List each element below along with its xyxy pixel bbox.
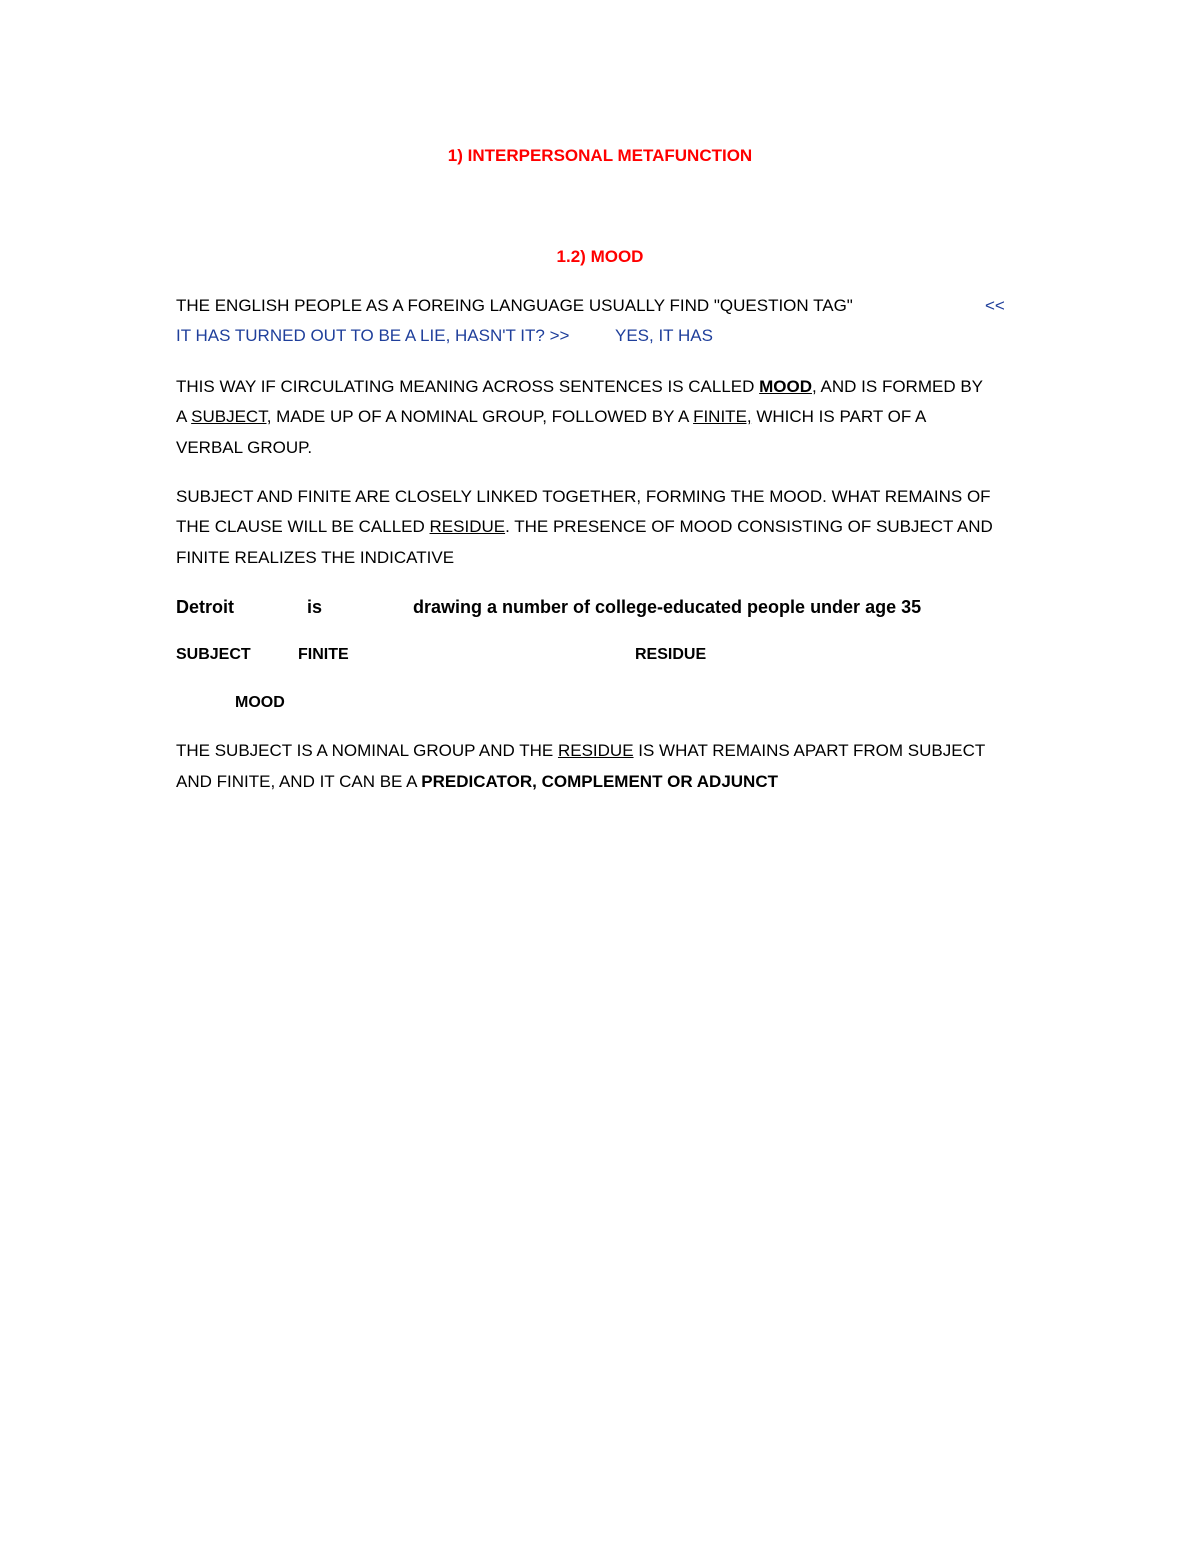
label-subject: SUBJECT (176, 646, 251, 663)
residue-term: RESIDUE (429, 517, 506, 536)
label-mood: MOOD (235, 694, 285, 711)
example-subject: Detroit (176, 597, 234, 617)
text-segment: FINITE REALIZES THE INDICATIVE (176, 548, 455, 567)
paragraph-mood-line-3 (176, 437, 312, 459)
text-segment: AND FINITE, AND IT CAN BE A (176, 772, 422, 791)
subject-term: SUBJECT, (191, 407, 272, 426)
text-segment: SUBJECT AND FINITE ARE CLOSELY LINKED TOGETHER, FORMING THE MOOD. WHAT REMAINS OF (176, 487, 991, 506)
question-tag-text: THE ENGLISH PEOPLE AS A FOREING LANGUAGE USUALLY FIND "QUESTION TAG" (176, 296, 853, 315)
paragraph-final-line-2 (176, 771, 778, 793)
paragraph-final-line-1 (176, 740, 985, 762)
paragraph-residue-line-2 (176, 516, 993, 538)
label-residue: RESIDUE (635, 646, 707, 663)
text-segment: IS WHAT REMAINS APART FROM SUBJECT (633, 741, 986, 760)
text-segment: . THE PRESENCE OF MOOD CONSISTING OF SUBJECT AND (505, 517, 993, 536)
text-segment: THE SUBJECT IS A NOMINAL GROUP AND THE (176, 741, 558, 760)
finite-term: FINITE, (693, 407, 752, 426)
text-segment: THIS WAY IF CIRCULATING MEANING ACROSS SENTENCES IS CALLED (176, 377, 760, 396)
paragraph-residue-line-1 (176, 486, 991, 508)
paragraph-mood-line-1 (176, 376, 983, 398)
heading-mood: 1.2) MOOD (556, 247, 644, 266)
heading-interpersonal-metafunction: 1) INTERPERSONAL METAFUNCTION (447, 146, 753, 165)
label-finite: FINITE (298, 646, 349, 663)
example-answer: YES, IT HAS (615, 326, 713, 345)
text-segment: MADE UP OF A NOMINAL GROUP, FOLLOWED BY A (271, 407, 694, 426)
question-tag-example (176, 325, 569, 347)
paragraph-question-tag (176, 295, 853, 317)
example-sentence: IT HAS TURNED OUT TO BE A LIE, HASN'T IT? >> (176, 326, 570, 345)
paragraph-residue-line-3 (176, 547, 454, 569)
residue-term-2: RESIDUE (557, 741, 634, 760)
text-segment: WHICH IS PART OF A (751, 407, 927, 426)
text-segment: , AND IS FORMED BY (812, 377, 984, 396)
text-segment: THE CLAUSE WILL BE CALLED (176, 517, 430, 536)
example-finite: is (307, 597, 323, 617)
text-segment: VERBAL GROUP. (176, 438, 313, 457)
quote-open: << (985, 296, 1005, 315)
example-residue: drawing a number of college-educated people under age 35 (413, 597, 922, 617)
text-segment: A (176, 407, 192, 426)
paragraph-mood-line-2 (176, 406, 926, 428)
predicator-complement-adjunct: PREDICATOR, COMPLEMENT OR ADJUNCT (421, 772, 778, 791)
mood-term: MOOD (759, 377, 813, 396)
